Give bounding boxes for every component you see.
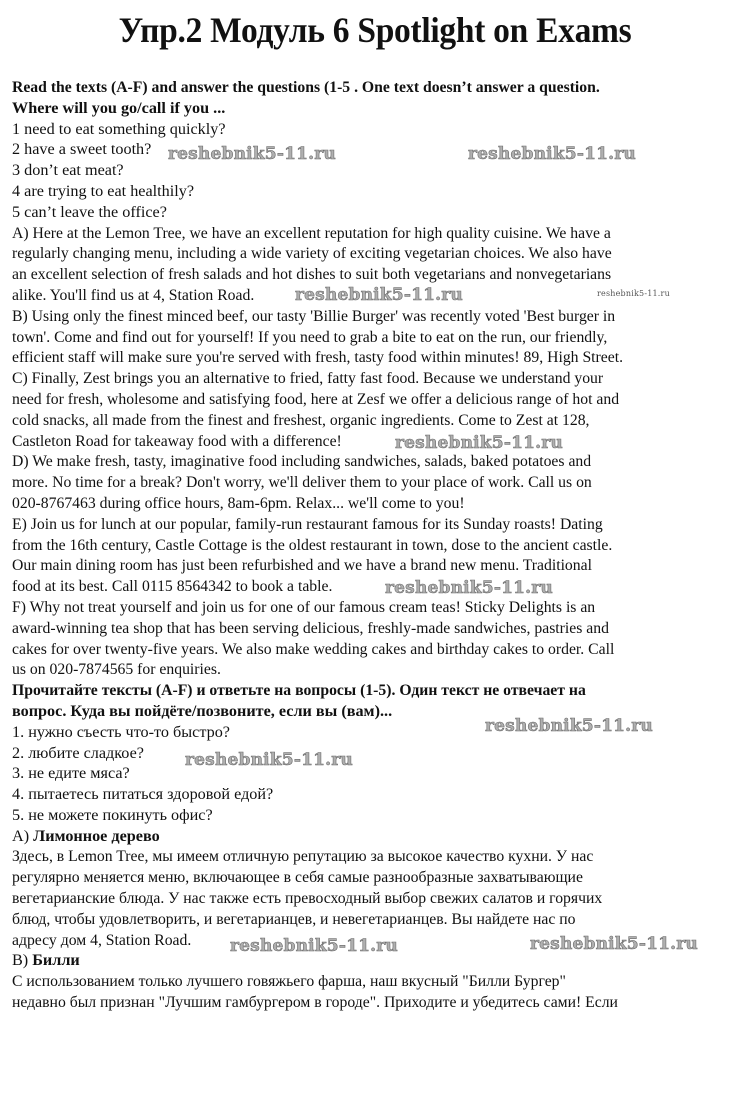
russian-instructions: Прочитайте тексты (A-F) и ответьте на вопросы (1-5). Один текст не отвечает на — [12, 681, 586, 700]
text-d: D) We make fresh, tasty, imaginative food including sandwiches, salads, baked potatoes and more. No time for a break? Don't worry, we'll deliver them to your place of work. Call us on 020-8767463 during office hours, 8am-6pm. Relax... we'll come to you! — [12, 452, 592, 512]
russian-section-b-heading: B) Билли — [12, 951, 80, 970]
english-question: 3 don’t eat meat? — [12, 161, 124, 180]
russian-section-a: Здесь, в Lemon Tree, мы имеем отличную репутацию за высокое качество кухни. У нас регулярно меняется меню, включающее в себя самые разнообразные захватывающие вегетарианские блюда. У нас также есть превосходный выбор свежих салатов и горячих блюд, чтобы удовлетворить, и вегетарианцев, и невегетарианцев. Вы найдете нас по адресу дом 4, Station Road. — [12, 847, 603, 949]
russian-question: 3. не едите мяса? — [12, 764, 130, 783]
watermark: reshebnik5-11.ru — [230, 936, 398, 956]
watermark: reshebnik5-11.ru — [185, 750, 353, 770]
watermark: reshebnik5-11.ru — [530, 934, 698, 954]
text-b: B) Using only the finest minced beef, our tasty 'Billie Burger' was recently voted 'Best burger in town'. Come and find out for yourself! If you need to grab a bite to eat on the run, our friendly, efficient staff will make sure you're served with fresh, tasty food within minutes! 89, High Street. — [12, 306, 623, 367]
russian-section-a-heading: A) Лимонное дерево — [12, 826, 160, 845]
watermark: reshebnik5-11.ru — [485, 716, 653, 736]
russian-question: 5. не можете покинуть офис? — [12, 805, 213, 824]
english-instructions: Read the texts (A-F) and answer the questions (1-5 . One text doesn’t answer a question. — [12, 78, 600, 96]
english-question: 5 can’t leave the office? — [12, 202, 167, 221]
watermark: reshebnik5-11.ru — [395, 433, 563, 453]
english-question: 1 need to eat something quickly? — [12, 119, 226, 138]
russian-instructions-2: вопрос. Куда вы пойдёте/позвоните, если вы (вам)... — [12, 701, 393, 720]
english-instructions-2: Where will you go/call if you ... — [12, 98, 226, 117]
english-question: 4 are trying to eat healthily? — [12, 181, 195, 200]
watermark: reshebnik5-11.ru — [597, 289, 670, 298]
english-question: 2 have a sweet tooth? — [12, 140, 152, 159]
watermark: reshebnik5-11.ru — [168, 144, 336, 164]
russian-section-b: С использованием только лучшего говяжьего фарша, наш вкусный "Билли Бургер" недавно был признан "Лучшим гамбургером в городе". Приходите и убедитесь сами! Если — [12, 972, 618, 1012]
document-body — [12, 77, 742, 1013]
watermark: reshebnik5-11.ru — [468, 144, 636, 164]
watermark: reshebnik5-11.ru — [295, 285, 463, 305]
text-f: F) Why not treat yourself and join us for one of our famous cream teas! Sticky Delights is an award-winning tea shop that has been serving delicious, freshly-made sandwiches, pastries and cakes for over twenty-five years. We also make wedding cakes and birthday cakes to order. Call us on 020-7874565 for enquiries. — [12, 597, 615, 679]
watermark: reshebnik5-11.ru — [385, 578, 553, 598]
russian-question: 1. нужно съесть что-то быстро? — [12, 722, 230, 741]
text-a: A) Here at the Lemon Tree, we have an excellent reputation for high quality cuisine. We have a regularly changing menu, including a wide variety of exciting vegetarian choices. We also have an excellent selection of fresh salads and hot dishes to suit both vegetarians and nonvegetarians alike. You'll find us at 4, Station Road. — [12, 223, 612, 304]
page-title: Упр.2 Модуль 6 Spotlight on Exams — [118, 10, 632, 50]
text-c: C) Finally, Zest brings you an alternative to fried, fatty fast food. Because we understand your need for fresh, wholesome and satisfying food, here at Zesf we offer a delicious range of hot and cold snacks, all made from the finest and freshest, organic ingredients. Come to Zest at 128, Castleton Road for takeaway food with a difference! — [12, 369, 620, 450]
text-e: E) Join us for lunch at our popular, family-run restaurant famous for its Sunday roasts! Dating from the 16th century, Castle Cottage is the oldest restaurant in town, dose to the ancient castle. Our main dining room has just been refurbished and we have a brand new menu. Traditional food at its best. Call 0115 8564342 to book a table. — [12, 514, 613, 596]
russian-question: 2. любите сладкое? — [12, 743, 144, 762]
russian-question: 4. пытаетесь питаться здоровой едой? — [12, 785, 274, 804]
